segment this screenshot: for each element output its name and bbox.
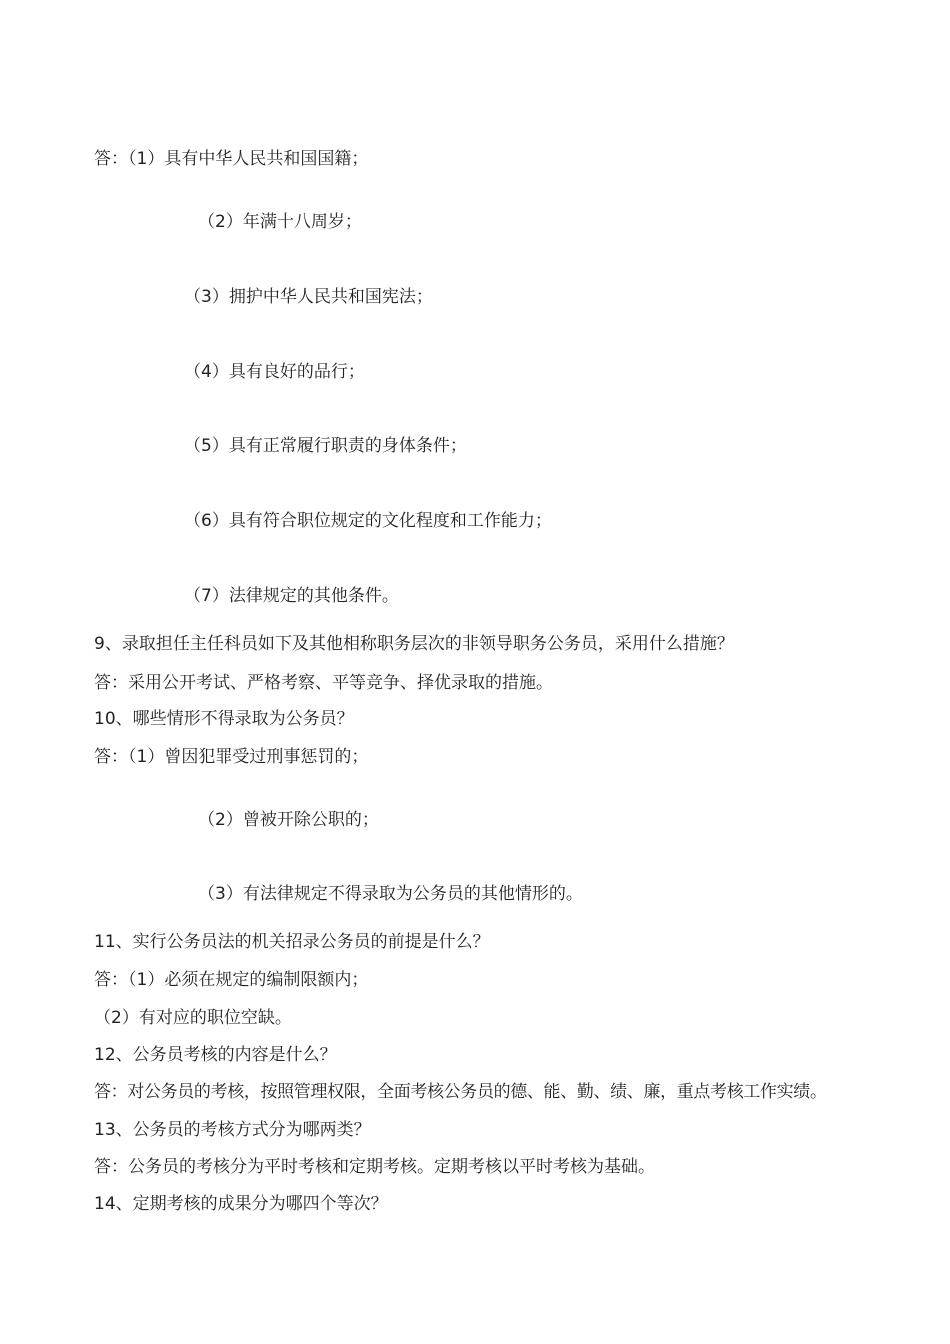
answer-8-item-1: 答：（1）具有中华人民共和国国籍； <box>94 149 369 169</box>
answer-8-item-7: （7）法律规定的其他条件。 <box>184 586 399 606</box>
answer-12: 答：对公务员的考核，按照管理权限，全面考核公务员的德、能、勤、绩、廉，重点考核工作实绩。 <box>94 1082 827 1102</box>
answer-9: 答：采用公开考试、严格考察、平等竞争、择优录取的措施。 <box>94 673 553 693</box>
question-11: 11、实行公务员法的机关招录公务员的前提是什么？ <box>94 932 490 952</box>
answer-11-item-2: （2）有对应的职位空缺。 <box>94 1008 292 1028</box>
question-13: 13、公务员的考核方式分为哪两类？ <box>94 1120 371 1140</box>
answer-10-item-3: （3）有法律规定不得录取为公务员的其他情形的。 <box>198 884 583 904</box>
answer-8-item-3: （3）拥护中华人民共和国宪法； <box>184 287 433 307</box>
question-14: 14、定期考核的成果分为哪四个等次？ <box>94 1194 388 1214</box>
answer-8-item-5: （5）具有正常履行职责的身体条件； <box>184 436 467 456</box>
answer-8-item-4: （4）具有良好的品行； <box>184 362 365 382</box>
question-9: 9、录取担任主任科员如下及其他相称职务层次的非领导职务公务员，采用什么措施？ <box>94 634 734 654</box>
question-10: 10、哪些情形不得录取为公务员？ <box>94 709 354 729</box>
answer-10-item-2: （2）曾被开除公职的； <box>198 810 379 830</box>
answer-8-item-6: （6）具有符合职位规定的文化程度和工作能力； <box>184 511 552 531</box>
question-12: 12、公务员考核的内容是什么？ <box>94 1045 337 1065</box>
answer-11-item-1: 答：（1）必须在规定的编制限额内； <box>94 970 369 990</box>
answer-13: 答：公务员的考核分为平时考核和定期考核。定期考核以平时考核为基础。 <box>94 1157 655 1177</box>
answer-10-item-1: 答：（1）曾因犯罪受过刑事惩罚的； <box>94 747 369 767</box>
answer-8-item-2: （2）年满十八周岁； <box>198 212 362 232</box>
